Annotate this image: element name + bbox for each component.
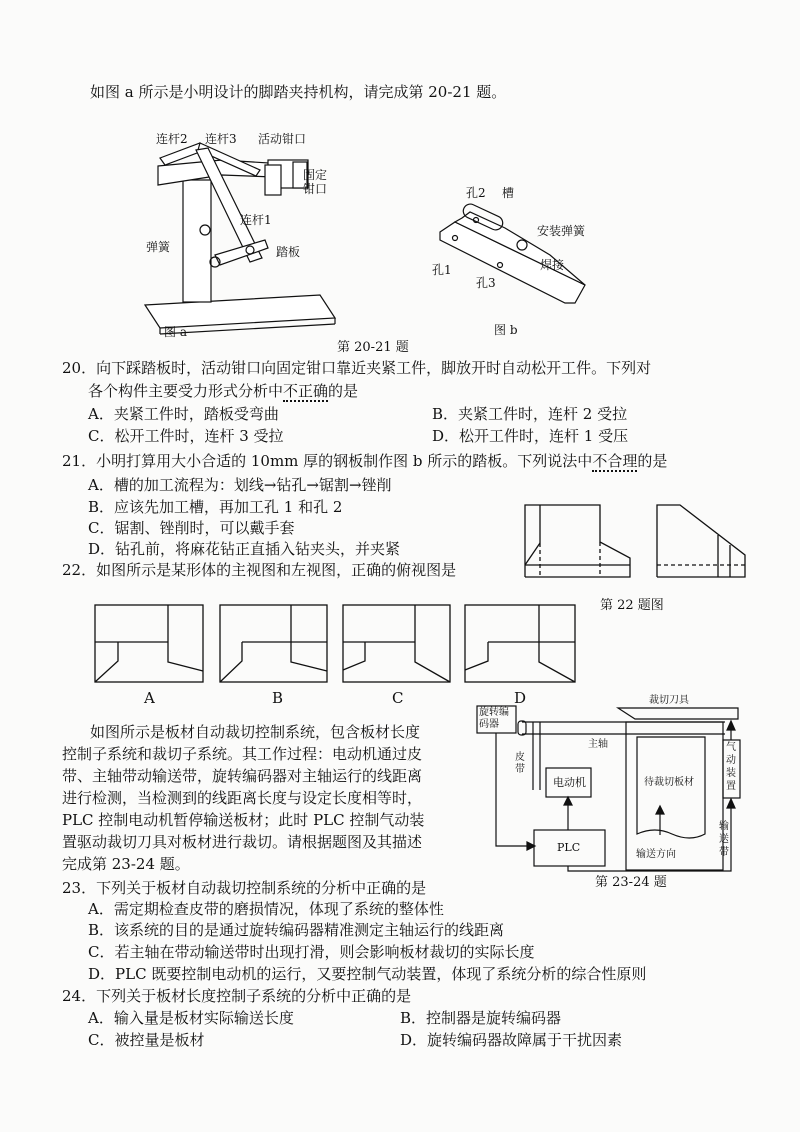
label-slot: 槽	[502, 186, 515, 200]
q21-option-c: C．锯割、锉削时，可以戴手套	[88, 519, 295, 537]
belt-label-line2: 带	[515, 764, 525, 775]
label-link3: 连杆3	[205, 132, 237, 146]
q22-option-a-label: A	[144, 689, 155, 707]
label-movable-jaw: 活动钳口	[258, 132, 307, 146]
belt-label-line1: 皮	[515, 752, 525, 763]
label-link2: 连杆2	[156, 132, 188, 146]
direction-label: 输送方向	[636, 849, 676, 860]
label-spring-mount: 安装弹簧	[537, 224, 586, 238]
q21-option-b: B．应该先加工槽，再加工孔 1 和孔 2	[88, 498, 343, 516]
q22-option-c-label: C	[392, 689, 404, 707]
figure-a-caption: 图 a	[164, 325, 187, 339]
q23-option-c: C．若主轴在带动输送带时出现打滑，则会影响板材裁切的实际长度	[88, 943, 535, 961]
label-spring: 弹簧	[146, 240, 171, 254]
pneumatic-label-4: 置	[726, 781, 736, 792]
q20-option-b: B．夹紧工件时，连杆 2 受拉	[432, 405, 628, 423]
q21-text: 21．小明打算用大小合适的 10mm 厚的钢板制作图 b 所示的踏板。下列说法中	[62, 452, 593, 470]
intro-text: 如图 a 所示是小明设计的脚踏夹持机构，请完成第 20-21 题。	[90, 83, 507, 101]
passage-line: 控制子系统和裁切子系统。其工作过程：电动机通过皮	[62, 745, 423, 763]
cutter-label: 裁切刀具	[649, 695, 689, 706]
label-fixed: 固定	[303, 168, 328, 182]
conveyor-label-3: 带	[719, 847, 729, 858]
figure-20-21-caption: 第 20-21 题	[337, 340, 409, 355]
option-d-view	[465, 605, 575, 682]
pneumatic-label	[726, 741, 736, 793]
cutting-system-diagram	[0, 0, 1, 1]
q20-option-a: A．夹紧工件时，踏板受弯曲	[88, 405, 279, 423]
passage-line: 如图所示是板材自动裁切控制系统，包含板材长度	[90, 723, 421, 741]
label-weld: 焊接	[540, 258, 565, 272]
label-pedal: 踏板	[276, 245, 301, 259]
pneumatic-label-1: 气	[726, 742, 736, 753]
belt-label	[515, 752, 525, 776]
q21-emphasis: 不合理	[592, 452, 638, 470]
encoder-label-line1: 旋转编	[479, 707, 509, 718]
encoder-label	[479, 707, 509, 731]
q23-option-d: D．PLC 既要控制电动机的运行，又要控制气动装置，体现了系统分析的综合性原则	[88, 965, 647, 983]
q22-figure-caption: 第 22 题图	[600, 598, 664, 613]
figure-b-caption: 图 b	[494, 323, 518, 337]
q21-option-a: A．槽的加工流程为：划线→钻孔→锯割→锉削	[88, 476, 392, 494]
board-label: 待裁切板材	[644, 777, 694, 788]
pneumatic-label-2: 动	[726, 755, 736, 766]
q24-option-a: A．输入量是板材实际输送长度	[88, 1009, 294, 1027]
passage-line: 进行检测，当检测到的线距离长度与设定长度相等时，	[62, 789, 423, 807]
conveyor-label-2: 送	[719, 834, 729, 845]
q22-stem: 22．如图所示是某形体的主视图和左视图，正确的俯视图是	[62, 561, 457, 579]
label-link1: 连杆1	[240, 213, 272, 227]
q24-option-b: B．控制器是旋转编码器	[400, 1009, 562, 1027]
passage-line: 置驱动裁切刀具对板材进行裁切。请根据题图及其描述	[62, 833, 423, 851]
q20-emphasis: 不正确	[283, 382, 329, 400]
q20-text-end: 的是	[328, 382, 359, 400]
q21-option-d: D．钻孔前，将麻花钻正直插入钻夹头，并夹紧	[88, 540, 401, 558]
q21-text-end: 的是	[637, 452, 668, 470]
passage-line: 带、主轴带动输送带，旋转编码器对主轴运行的线距离	[62, 767, 423, 785]
conveyor-label	[719, 820, 729, 859]
label-hole1: 孔1	[432, 263, 452, 277]
q20-stem-line2	[88, 381, 358, 401]
passage-line: PLC 控制电动机暂停输送板材；此时 PLC 控制气动装	[62, 811, 425, 829]
q23-option-a: A．需定期检查皮带的磨损情况，体现了系统的整体性	[88, 900, 444, 918]
q21-stem	[62, 451, 667, 471]
plc-label: PLC	[557, 841, 581, 854]
option-b-view	[220, 605, 327, 682]
passage-line: 完成第 23-24 题。	[62, 855, 190, 873]
q23-option-b: B．该系统的目的是通过旋转编码器精准测定主轴运行的线距离	[88, 921, 505, 939]
conveyor-label-1: 输	[719, 821, 729, 832]
label-hole2: 孔2	[466, 186, 486, 200]
option-c-view	[343, 605, 450, 682]
motor-label: 电动机	[553, 776, 586, 789]
diagram-caption: 第 23-24 题	[595, 875, 667, 890]
label-hole3: 孔3	[476, 276, 496, 290]
pneumatic-label-3: 装	[726, 768, 736, 779]
shaft-label: 主轴	[588, 739, 608, 750]
q20-text: 各个构件主要受力形式分析中	[88, 382, 284, 400]
encoder-label-line2: 码器	[479, 719, 499, 730]
q20-option-d: D．松开工件时，连杆 1 受压	[432, 427, 629, 445]
option-a-view	[95, 605, 203, 682]
q24-option-d: D．旋转编码器故障属于干扰因素	[400, 1031, 623, 1049]
q24-option-c: C．被控量是板材	[88, 1031, 205, 1049]
q23-stem: 23．下列关于板材自动裁切控制系统的分析中正确的是	[62, 879, 427, 897]
q20-option-c: C．松开工件时，连杆 3 受拉	[88, 427, 284, 445]
q22-option-d-label: D	[514, 689, 527, 707]
q20-stem-line1: 20．向下踩踏板时，活动钳口向固定钳口靠近夹紧工件，脚放开时自动松开工件。下列对	[62, 359, 652, 377]
label-jaw: 钳口	[303, 182, 328, 196]
q22-option-b-label: B	[272, 689, 284, 707]
q24-stem: 24．下列关于板材长度控制子系统的分析中正确的是	[62, 987, 412, 1005]
